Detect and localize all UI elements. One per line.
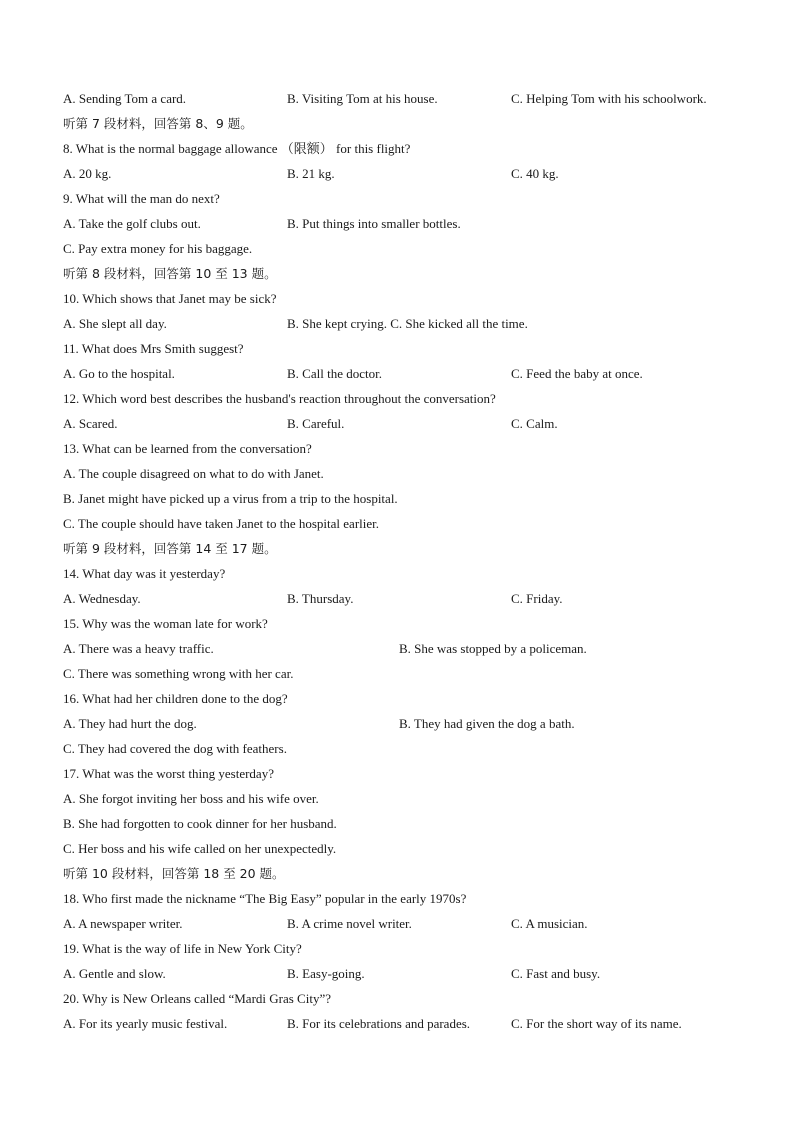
answer-option: A. Go to the hospital. [63,366,175,381]
answer-option: B. Janet might have picked up a virus from a trip to the hospital. [63,491,398,506]
question-text: 15. Why was the woman late for work? [63,616,268,631]
answer-option: A. She slept all day. [63,316,167,331]
section-instruction: 听第 9 段材料，回答第 14 至 17 题。 [63,541,277,556]
answer-option: A. Wednesday. [63,591,141,606]
question-text: 14. What day was it yesterday? [63,566,226,581]
answer-option: A. A newspaper writer. [63,916,183,931]
answer-option: C. Feed the baby at once. [511,366,643,381]
answer-option: B. Thursday. [287,591,354,606]
question-text: 13. What can be learned from the conversation? [63,441,312,456]
answer-option: C. For the short way of its name. [511,1016,682,1031]
question-text: 8. What is the normal baggage allowance （限额） for this flight? [63,141,411,156]
question-text: 18. Who first made the nickname “The Big Easy” popular in the early 1970s? [63,891,467,906]
question-text: 9. What will the man do next? [63,191,220,206]
answer-option: B. She had forgotten to cook dinner for her husband. [63,816,337,831]
section-instruction: 听第 8 段材料，回答第 10 至 13 题。 [63,266,277,281]
question-text: 11. What does Mrs Smith suggest? [63,341,244,356]
answer-option: B. Visiting Tom at his house. [287,91,438,106]
answer-option: B. She kept crying. C. She kicked all the time. [287,316,528,331]
answer-option: C. Helping Tom with his schoolwork. [511,91,707,106]
answer-option: B. Careful. [287,416,345,431]
answer-option: A. Take the golf clubs out. [63,216,201,231]
answer-option: A. Gentle and slow. [63,966,166,981]
answer-option: B. For its celebrations and parades. [287,1016,471,1031]
answer-option: C. Fast and busy. [511,966,601,981]
section-instruction: 听第 10 段材料，回答第 18 至 20 题。 [63,866,285,881]
answer-option: A. The couple disagreed on what to do with Janet. [63,466,324,481]
answer-option: C. Calm. [511,416,558,431]
answer-option: C. 40 kg. [511,166,559,181]
answer-option: A. There was a heavy traffic. [63,641,214,656]
question-text: 10. Which shows that Janet may be sick? [63,291,277,306]
answer-option: B. 21 kg. [287,166,335,181]
answer-option: A. They had hurt the dog. [63,716,197,731]
answer-option: C. They had covered the dog with feathers. [63,741,287,756]
answer-option: B. They had given the dog a bath. [399,716,575,731]
answer-option: B. Put things into smaller bottles. [287,216,461,231]
question-text: 20. Why is New Orleans called “Mardi Gras City”? [63,991,331,1006]
answer-option: C. The couple should have taken Janet to the hospital earlier. [63,516,380,531]
answer-option: A. Scared. [63,416,118,431]
section-instruction: 听第 7 段材料，回答第 8、9 题。 [63,116,253,131]
answer-option: C. Her boss and his wife called on her unexpectedly. [63,841,337,856]
answer-option: B. A crime novel writer. [287,916,412,931]
answer-option: B. Easy-going. [287,966,365,981]
answer-option: C. Pay extra money for his baggage. [63,241,253,256]
answer-option: C. A musician. [511,916,588,931]
question-text: 19. What is the way of life in New York City? [63,941,302,956]
question-text: 16. What had her children done to the dog? [63,691,288,706]
answer-option: C. There was something wrong with her car. [63,666,294,681]
answer-option: A. Sending Tom a card. [63,91,187,106]
answer-option: C. Friday. [511,591,563,606]
answer-option: A. For its yearly music festival. [63,1016,228,1031]
answer-option: B. Call the doctor. [287,366,382,381]
answer-option: A. She forgot inviting her boss and his wife over. [63,791,319,806]
question-text: 12. Which word best describes the husband's reaction throughout the conversation? [63,391,496,406]
answer-option: A. 20 kg. [63,166,112,181]
answer-option: B. She was stopped by a policeman. [399,641,587,656]
question-text: 17. What was the worst thing yesterday? [63,766,274,781]
